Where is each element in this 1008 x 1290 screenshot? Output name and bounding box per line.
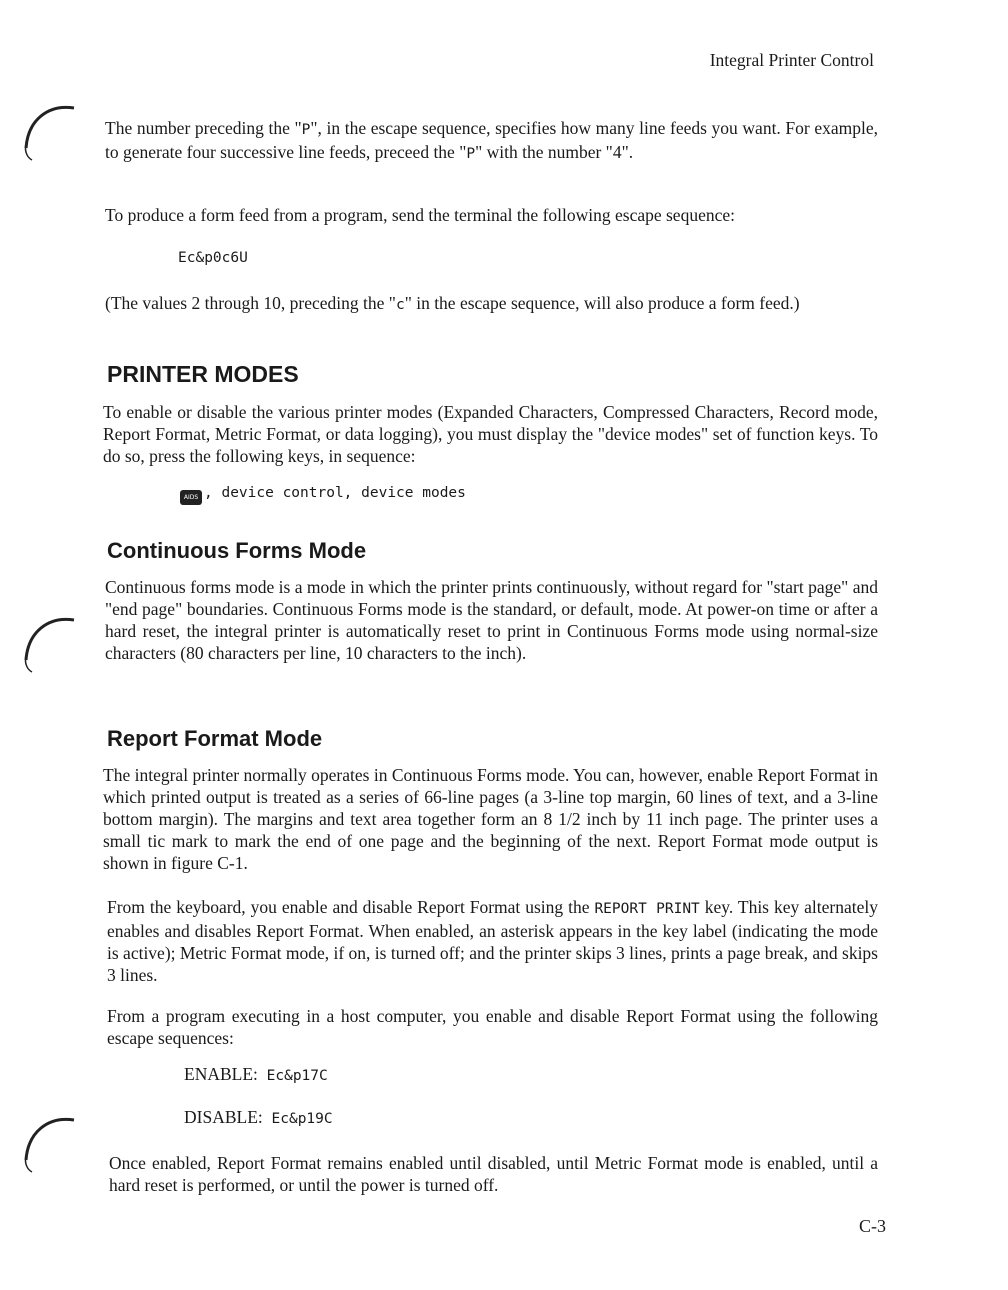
heading-printer-modes: PRINTER MODES [107, 361, 299, 387]
aids-key-icon: AIDS [180, 490, 202, 505]
binder-hole-mark [20, 1110, 80, 1190]
heading-report-format: Report Format Mode [107, 726, 323, 751]
paragraph-line-feed: The number preceding the "P", in the escape sequence, specifies how many line feeds you want. For example, to generate four successive line feeds, preceed the "P" with the number "4". [105, 118, 878, 162]
paragraph-report-format-2: From the keyboard, you enable and disable Report Format using the REPORT PRINT key. This key alternately enables and disables Report Format. When enabled, an asterisk appears in the key label (indicating the mode is active); Metric Format mode, if on, is turned off; and the printer skips 3 lines, prints a page break, and skips 3 lines. [107, 897, 879, 985]
binder-hole-mark [20, 98, 80, 178]
paragraph-printer-modes: To enable or disable the various printer modes (Expanded Characters, Compressed Characters, Record mode, Report Format, Metric Format, or data logging), you must display the "device modes" set of function keys. To do so, press the following keys, in sequence: [103, 402, 878, 466]
paragraph-report-format-1: The integral printer normally operates in Continuous Forms mode. You can, however, enable Report Format in which printed output is treated as a series of 66-line pages (a 3-line top margin, 60 lines of text, and a 3-line bottom margin). The margins and text area together form an 8 1/2 inch by 11 inch page. The printer uses a small tic mark to mark the end of one page and the beginning of the next. Report Format mode output is shown in figure C-1. [103, 765, 878, 873]
enable-line: ENABLE: Ec&p17C [184, 1064, 328, 1084]
paragraph-values: (The values 2 through 10, preceding the "c" in the escape sequence, will also produce a form feed.) [105, 293, 800, 313]
binder-hole-mark [20, 610, 80, 690]
page-number: C-3 [859, 1216, 886, 1236]
paragraph-report-format-3: From a program executing in a host computer, you enable and disable Report Format using the following escape sequences: [107, 1006, 878, 1048]
disable-line: DISABLE: Ec&p19C [184, 1107, 333, 1127]
paragraph-form-feed: To produce a form feed from a program, send the terminal the following escape sequence: [105, 205, 735, 225]
paragraph-report-format-4: Once enabled, Report Format remains enabled until disabled, until Metric Format mode is enabled, until a hard reset is performed, or until the power is turned off. [109, 1153, 878, 1195]
paragraph-continuous-forms: Continuous forms mode is a mode in which the printer prints continuously, without regard for "start page" and "end page" boundaries. Continuous Forms mode is the standard, or default, mode. At power-on time or after a hard reset, the integral printer is automatically reset to print in Continuous Forms mode using normal-size characters (80 characters per line, 10 characters to the inch). [105, 577, 878, 663]
running-header: Integral Printer Control [709, 50, 874, 70]
key-sequence: AIDS , device control, device modes [180, 485, 466, 505]
form-feed-escape-sequence: Ec&p0c6U [178, 250, 248, 266]
heading-continuous-forms: Continuous Forms Mode [107, 538, 367, 563]
